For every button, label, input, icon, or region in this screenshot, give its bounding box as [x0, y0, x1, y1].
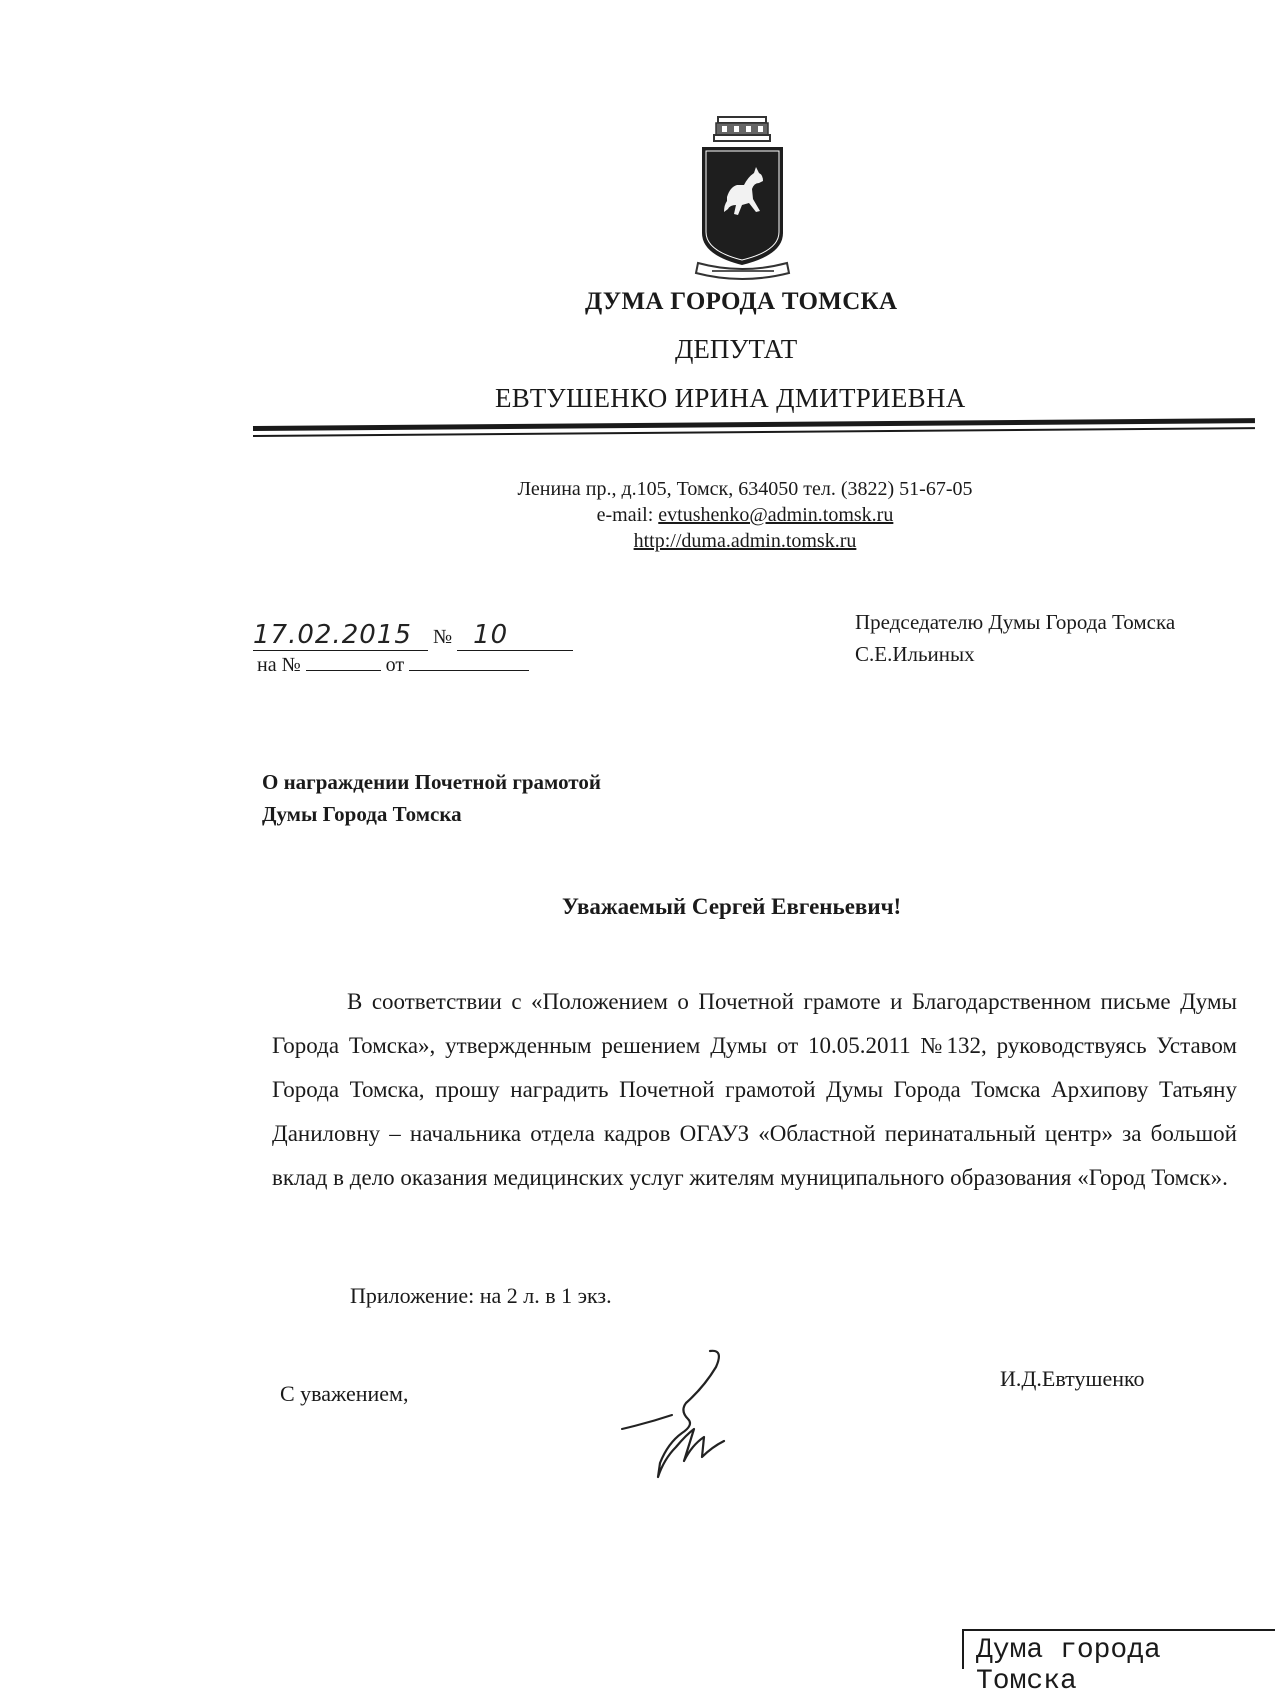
letter-body: В соответствии с «Положением о Почетной грамоте и Благодарственном письме Думы Города Томска», утвержденным решением Думы от 10.05.2011 №132, руководствуясь Уставом Города Томска, прошу наградить Почетной грамотой Думы Города Томска Архипову Татьяну Даниловну – начальника отдела кадров ОГАУЗ «Областной перинатальный центр» за большой вклад в дело оказания медицинских услуг жителям муниципального образования «Город Томск». — [272, 989, 1237, 1190]
salutation: Уважаемый Сергей Евгеньевич! — [562, 894, 902, 919]
website-link[interactable]: http://duma.admin.tomsk.ru — [633, 530, 857, 552]
handwritten-signature-icon — [620, 1345, 760, 1485]
registration-stamp: Дума города Томска — [962, 1629, 1275, 1669]
addressee-title: Председателю Думы Города Томска — [855, 610, 1176, 634]
number-label: № — [433, 626, 453, 648]
reply-number-blank — [306, 656, 381, 671]
addressee-name: С.Е.Ильиных — [855, 642, 975, 666]
subject-line-2: Думы Города Томска — [262, 802, 462, 826]
registration-number: 10 — [457, 620, 573, 651]
tomsk-coat-of-arms-icon — [690, 115, 795, 285]
organization-name: ДУМА ГОРОДА ТОМСКА — [585, 288, 898, 315]
addressee-block — [855, 606, 1175, 670]
reply-reference-line — [257, 654, 529, 677]
reply-number-label: на № — [257, 654, 301, 676]
email-link[interactable]: evtushenko@admin.tomsk.ru — [658, 504, 894, 526]
registration-line — [253, 620, 573, 651]
position-title: ДЕПУТАТ — [675, 334, 798, 364]
closing-phrase: С уважением, — [280, 1381, 409, 1406]
registration-date: 17.02.2015 — [253, 620, 428, 651]
signer-name: И.Д.Евтушенко — [1000, 1366, 1145, 1391]
email-line — [445, 502, 1045, 528]
address-line: Ленина пр., д.105, Томск, 634050 тел. (3822) 51-67-05 — [517, 478, 973, 500]
subject-block — [262, 766, 601, 830]
appendix-note: Приложение: на 2 л. в 1 экз. — [350, 1283, 612, 1308]
reply-from-label: от — [385, 654, 405, 676]
email-label: e-mail: — [596, 504, 659, 526]
contact-block — [445, 476, 1045, 554]
reply-date-blank — [409, 656, 529, 671]
deputy-name: ЕВТУШЕНКО ИРИНА ДМИТРИЕВНА — [495, 383, 966, 413]
subject-line-1: О награждении Почетной грамотой — [262, 770, 601, 794]
